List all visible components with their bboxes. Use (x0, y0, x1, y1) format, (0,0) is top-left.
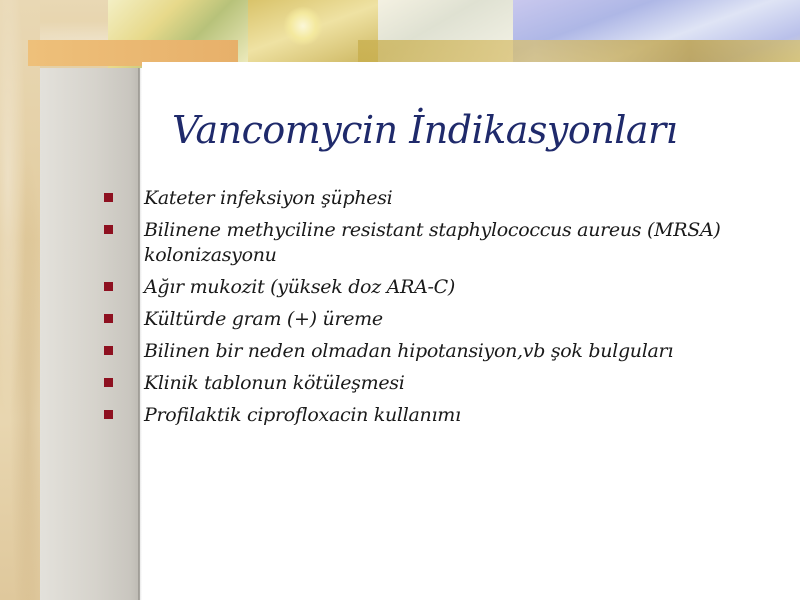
slide-title: Vancomycin İndikasyonları (172, 108, 678, 152)
left-parchment-strip (0, 0, 40, 600)
bullet-list (102, 186, 742, 435)
bullet-text: Bilinen bir neden olmadan hipotansiyon,vb şok bulguları (144, 340, 674, 362)
bullet-item (102, 403, 742, 428)
square-bullet-icon (104, 314, 113, 323)
square-bullet-icon (104, 282, 113, 291)
bullet-text: Klinik tablonun kötüleşmesi (144, 372, 405, 394)
bullet-text: Profilaktik ciprofloxacin kullanımı (144, 404, 461, 426)
bullet-item (102, 371, 742, 396)
square-bullet-icon (104, 225, 113, 234)
bullet-item (102, 186, 742, 211)
bullet-text: Bilinene methyciline resistant staphylococcus aureus (MRSA) kolonizasyonu (144, 219, 721, 266)
bullet-item (102, 218, 742, 268)
bullet-item (102, 275, 742, 300)
bullet-item (102, 339, 742, 364)
bullet-text: Kültürde gram (+) üreme (144, 308, 383, 330)
square-bullet-icon (104, 193, 113, 202)
leaf-decoration (283, 6, 323, 46)
gold-strip (358, 40, 800, 62)
square-bullet-icon (104, 378, 113, 387)
bullet-item (102, 307, 742, 332)
bullet-text: Ağır mukozit (yüksek doz ARA-C) (144, 276, 455, 298)
square-bullet-icon (104, 346, 113, 355)
bullet-text: Kateter infeksiyon şüphesi (144, 187, 393, 209)
square-bullet-icon (104, 410, 113, 419)
